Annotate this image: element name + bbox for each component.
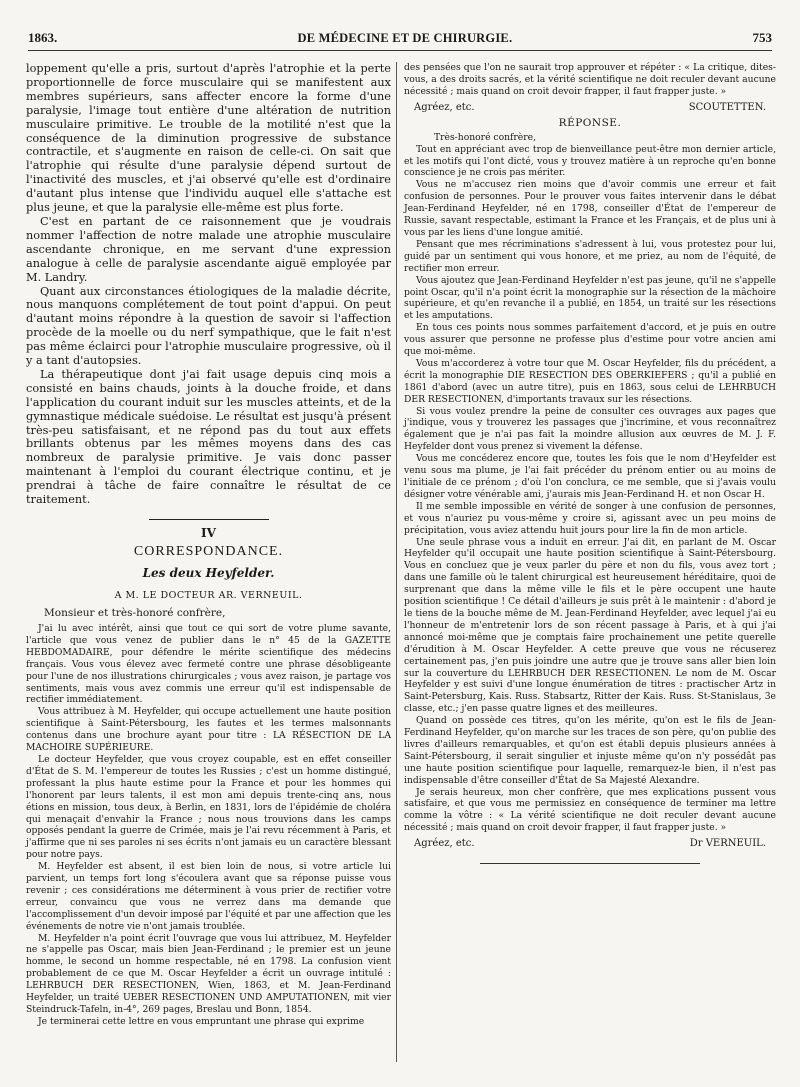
letter-address: A M. LE DOCTEUR AR. VERNEUIL. [114, 590, 303, 601]
paragraph: Vous ajoutez que Jean-Ferdinand Heyfelder n'est pas jeune, qu'il ne s'appelle point Oscar, qu'il n'a point écrit la monographie sur la résection de la mâchoire supérieure, et qu'en revanche il a publié, en 1854, un traité sur les résections et les amputations. [404, 274, 776, 322]
paragraph: M. Heyfelder est absent, il est bien loin de nous, si votre article lui parvient, un temps fort long s'écoulera avant que sa réponse puisse vous revenir ; ces considérations me déterminent à vous prier de rectifier votre erreur, convaincu que vous ne verrez dans ma demande que l'accomplissement d'un devoir imposé par l'équité et par une affection que les événements de notre vie n'ont jamais troublée. [26, 861, 391, 932]
sign-closing: Agréez, etc. [414, 101, 475, 113]
header-year: 1863. [28, 30, 58, 45]
paragraph: Le docteur Heyfelder, que vous croyez coupable, est en effet conseiller d'État de S. M. l'empereur de toutes les Russies ; c'est un homme distingué, professant la plus haute estime pour la France et pour les hommes qui l'honorent par leurs talents, il est mon ami depuis trente-cinq ans, nous étions en mission, tous deux, à Berlin, en 1831, lors de l'épidémie de choléra qui menaçait d'envahir la France ; nous nous trouvions dans les camps opposés pendant la guerre de Crimée, mais je l'ai revu récemment à Paris, et j'affirme que ni ses paroles ni ses écrits n'ont jamais eu un caractère blessant pour notre pays. [26, 753, 391, 861]
sign-name: Dr VERNEUIL. [689, 838, 766, 850]
paragraph: J'ai lu avec intérêt, ainsi que tout ce qui sort de votre plume savante, l'article que vous venez de publier dans le n° 45 de la GAZETTE HEBDOMADAIRE, pour défendre le mérite scientifique des médecins français. Vous vous élevez avec fermeté contre une phrase désobligeante pour l'une de nos illustrations chirurgicales ; vous avez raison, je partage vos sentiments, mais vous avez commis une erreur qu'il est indispensable de rectifier immédiatement. [26, 623, 391, 706]
article-continuation [26, 62, 391, 507]
sign-name: SCOUTETTEN. [688, 101, 766, 113]
reponse-title: RÉPONSE. [558, 116, 622, 129]
paragraph: Quant aux circonstances étiologiques de la maladie décrite, nous manquons complétement de tout point d'appui. On peut d'autant moins répondre à la question de savoir si l'affection procède de la moelle ou du nerf sympathique, que le fait n'est pas même éclairci pour l'atrophie musculaire progressive, où il y a tant d'autopsies. [26, 284, 391, 368]
paragraph: Il me semble impossible en vérité de songer à une confusion de personnes, et vous n'auriez pu vous-même y croire si, agissant avec un peu moins de précipitation, vous aviez attendu huit jours pour lire la fin de mon article. [404, 500, 776, 536]
sign-closing: Agréez, etc. [414, 838, 475, 850]
reponse-salutation: Très-honoré confrère, [434, 131, 536, 143]
paragraph: C'est en partant de ce raisonnement que je voudrais nommer l'affection de notre malade une atrophie musculaire ascendante chronique, en me servant d'une expression analogue à celle de paralysie ascendante aiguë employée par M. Landry. [26, 214, 391, 284]
column-divider [396, 62, 397, 1062]
paragraph: loppement qu'elle a pris, surtout d'après l'atrophie et la perte proportionnelle de force musculaire qui se manifestent aux membres supérieurs, sans affecter encore la forme d'une paralysie, l'image tout entière d'une altération de nutrition musculaire primitive. Le trouble de la motilité n'est que la conséquence de la diminution progressive de substance contractile, et s'augmente en raison de celle-ci. On sait que l'atrophie qui résulte d'une paralysie dépend surtout de l'inactivité des muscles, et j'ai observé qu'elle est d'ordinaire d'autant plus intense que l'individu auquel elle s'attache est plus jeune, et que la paralysie elle-même est plus forte. [26, 62, 391, 215]
section-rule [149, 519, 269, 520]
page-header [28, 30, 772, 51]
paragraph: Vous attribuez à M. Heyfelder, qui occupe actuellement une haute position scientifique à Saint-Pétersbourg, les fautes et les termes malsonnants contenus dans une brochure ayant pour titre : LA RÉSECTION DE LA MACHOIRE SUPÉRIEURE. [26, 706, 391, 754]
letter-salutation: Monsieur et très-honoré confrère, [44, 607, 226, 619]
left-column [26, 62, 391, 1028]
paragraph: Je serais heureux, mon cher confrère, que mes explications pussent vous satisfaire, et que vous me permissiez en conséquence de terminer ma lettre comme la vôtre : « La vérité scientifique ne doit reculer devant aucune nécessité ; mais quand on croit devoir frapper, il faut frapper juste. » [404, 786, 776, 834]
letter-body [26, 607, 391, 1028]
paragraph: M. Heyfelder n'a point écrit l'ouvrage que vous lui attribuez, M. Heyfelder ne s'appelle pas Oscar, mais bien Jean-Ferdinand ; le premier est un jeune homme, le second un homme respectable, né en 1798. La confusion vient probablement de ce que M. Oscar Heyfelder a écrit un ouvrage intitulé : LEHRBUCH DER RESECTIONEN, Wien, 1863, et M. Jean-Ferdinand Heyfelder, un traité UEBER RESECTIONEN UND AMPUTATIONEN, mit vier Steindruck-Tafeln, in-4°, 269 pages, Breslau und Bonn, 1854. [26, 932, 391, 1015]
paragraph: La thérapeutique dont j'ai fait usage depuis cinq mois a consisté en bains chauds, joints à la douche froide, et dans l'application du courant induit sur les muscles atteints, et de la gymnastique médicale suédoise. Le résultat est jusqu'à présent très-peu satisfaisant, et ne répond pas du tout aux effets brillants obtenus par les mêmes moyens dans des cas nombreux de paralysie primitive. Je vais donc passer maintenant à l'emploi du courant électrique continu, et je prendrai à tâche de faire connaître le résultat de ce traitement. [26, 367, 391, 507]
paragraph: Une seule phrase vous a induit en erreur. J'ai dit, en parlant de M. Oscar Heyfelder qu'il occupait une haute position scientifique à Saint-Pétersbourg. Vous en concluez que je veux parler du père et non du fils, vous avez tort ; dans une famille où le talent chirurgical est heureusement héréditaire, quoi de surprenant que dans la même ville le fils et le père occupent une haute position scientifique ! Ce détail d'ailleurs je suis prêt à le maintenir : d'abord je le tiens de la bouche même de M. Jean-Ferdinand Heyfelder, avec lequel j'ai eu l'honneur de m'entretenir lors de son récent passage à Paris, et à qui j'ai annoncé moi-même que je comptais faire prochainement une petite querelle d'érudition à M. Oscar Heyfelder. A cette preuve que vous ne récuserez certainement pas, j'en puis joindre une autre que je trouve sans aller bien loin sur la couverture du LEHRBUCH DER RESECTIONEN. Le nom de M. Oscar Heyfelder y est suivi d'une longue énumération de titres : practischer Artz in Saint-Petersburg, Kais. Russ. Stabsartz, Ritter der Kais. Russ. St-Stanislaus, 3e classe, etc.; j'en passe quatre lignes et des meilleures. [404, 536, 776, 715]
end-rule [480, 863, 700, 864]
paragraph: Vous ne m'accusez rien moins que d'avoir commis une erreur et fait confusion de personnes. Pour le prouver vous faites intervenir dans le débat Jean-Ferdinand Heyfelder, né en 1798, conseiller d'État de l'empereur de Russie, savant respectable, estimant la France et les Français, et de plus uni à vous par les liens d'une longue amitié. [404, 179, 776, 238]
paragraph: Tout en appréciant avec trop de bienveillance peut-être mon dernier article, et les motifs qui l'ont dicté, vous y trouvez matière à un reproche qu'en bonne conscience je ne crois pas mériter. [404, 143, 776, 179]
paragraph: Je terminerai cette lettre en vous empruntant une phrase qui exprime [38, 1015, 365, 1027]
right-column [404, 62, 776, 864]
paragraph: Vous m'accorderez à votre tour que M. Oscar Heyfelder, fils du précédent, a écrit la monographie DIE RESECTION DES OBERKIEFERS ; qu'il a publié en 1861 d'abord (avec un autre titre), puis en 1863, sous celui de LEHRBUCH DER RESECTIONEN, d'importants travaux sur les résections. [404, 357, 776, 405]
paragraph: Pensant que mes récriminations s'adressent à lui, vous protestez pour lui, guidé par un sentiment qui vous honore, et me priez, au nom de l'équité, de rectifier mon erreur. [404, 238, 776, 274]
signature-scoutetten [404, 102, 776, 113]
paragraph: Quand on possède ces titres, qu'on les mérite, qu'on est le fils de Jean-Ferdinand Heyfelder, qu'on marche sur les traces de son père, qu'on publie des livres d'ailleurs remarquables, et qu'on est établi depuis plusieurs années à Saint-Pétersbourg, il serait singulier et injuste même qu'on n'y possédât pas une haute position scientifique pour laquelle, remarquez-le bien, il n'est pas indispensable d'être conseiller d'État de Sa Majesté Alexandre. [404, 715, 776, 786]
paragraph: En tous ces points nous sommes parfaitement d'accord, et je puis en outre vous assurer que personne ne professe plus d'estime pour votre ancien ami que moi-même. [404, 322, 776, 358]
signature-verneuil [404, 838, 776, 849]
paragraph: Vous me concéderez encore que, toutes les fois que le nom d'Heyfelder est venu sous ma plume, je l'ai fait précéder du prénom entier ou au moins de l'initiale de ce prénom ; d'où l'on conclura, ce me semble, que si j'avais voulu désigner votre vénérable ami, j'aurais mis Jean-Ferdinand H. et non Oscar H. [404, 453, 776, 500]
section-subtitle: Les deux Heyfelder. [142, 566, 275, 580]
header-journal-title: DE MÉDECINE ET DE CHIRURGIE. [297, 31, 513, 45]
letter-end: des pensées que l'on ne saurait trop approuver et répéter : « La critique, dites-vous, a des droits sacrés, et la vérité scientifique ne doit reculer devant aucune nécessité ; mais quand on croit devoir frapper, il faut frapper juste. » [404, 62, 776, 97]
section-number: IV [201, 526, 216, 540]
section-title: CORRESPONDANCE. [133, 544, 284, 559]
paragraph: Si vous voulez prendre la peine de consulter ces ouvrages aux pages que j'indique, vous y trouverez les passages que j'incrimine, et vous reconnaîtrez également que je n'ai pas fait la moindre allusion aux œuvres de M. J. F. Heyfelder dont vous prenez si vivement la défense. [404, 405, 776, 453]
page-number: 753 [752, 30, 772, 45]
